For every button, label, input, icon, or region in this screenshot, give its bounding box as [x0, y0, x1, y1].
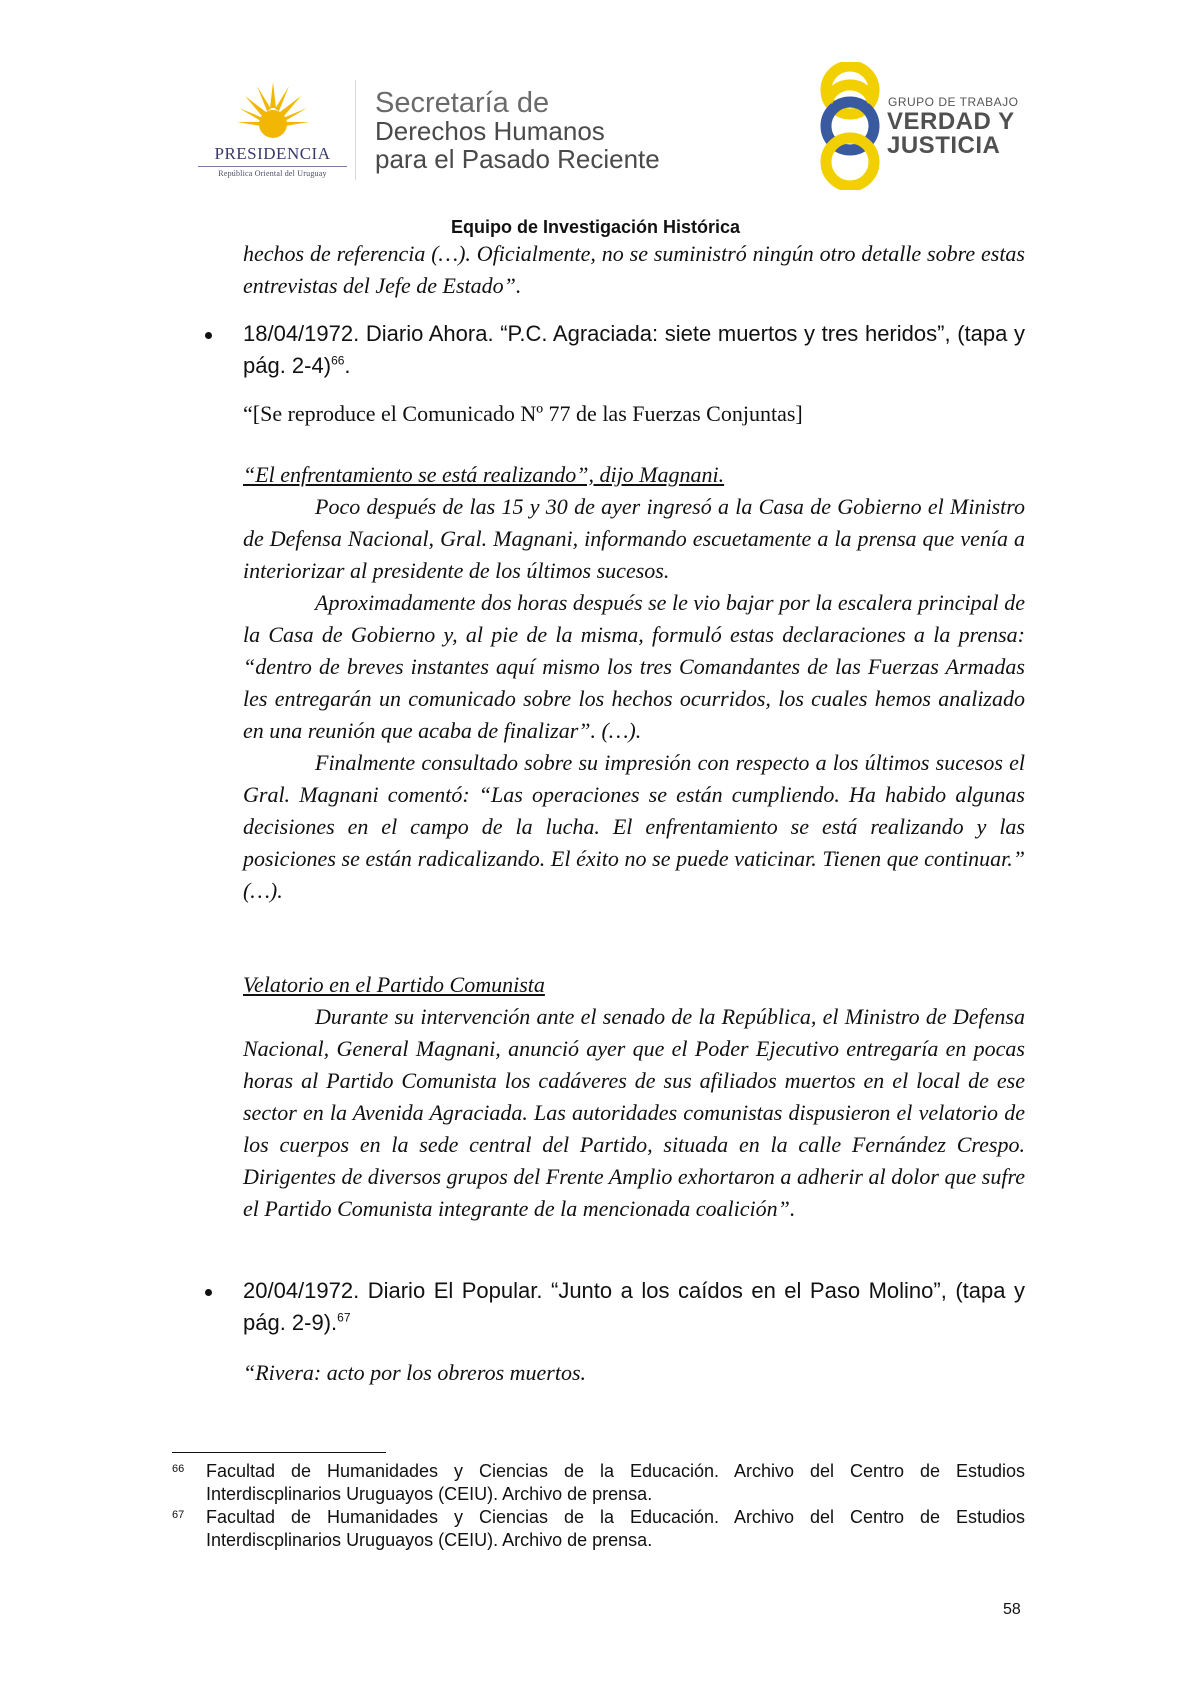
footnote-ref-66[interactable]: 66 — [331, 353, 345, 368]
grupo-line-1: GRUPO DE TRABAJO — [888, 95, 1019, 109]
article-1-paragraph-1: Poco después de las 15 y 30 de ayer ingresó a la Casa de Gobierno el Ministro de Defensa Nacional, Gral. Magnani, informando escuetamente a la prensa que venía a interiorizar al presidente de los últimos sucesos. — [243, 494, 1025, 583]
bullet-2-citation: 20/04/1972. Diario El Popular. “Junto a los caídos en el Paso Molino”, (tapa y pág. 2-9). — [243, 1278, 1025, 1335]
grupo-line-3: JUSTICIA — [887, 132, 1001, 159]
article-1-heading: “El enfrentamiento se está realizando”, dijo Magnani. — [243, 462, 725, 487]
sun-icon — [235, 78, 311, 154]
rivera-block — [243, 1357, 1025, 1389]
article-2-paragraph: Durante su intervención ante el senado de la República, el Ministro de Defensa Nacional, General Magnani, anunció ayer que el Poder Ejecutivo entregaría en pocas horas al Partido Comunista los cadáveres de sus afiliados muertos en el local de ese sector en la Avenida Agraciada. Las autoridades comunistas dispusieron el velatorio de los cuerpos en la sede central del Partido, situada en la calle Fernández Crespo. Dirigentes de diversos grupos del Frente Amplio exhortaron a adherir al dolor que sufre el Partido Comunista integrante de la mencionada coalición”. — [243, 1004, 1025, 1221]
intro-paragraph-block — [243, 238, 1025, 302]
section-title: Equipo de Investigación Histórica — [450, 217, 741, 237]
footnote-text: Facultad de Humanidades y Ciencias de la Educación. Archivo del Centro de Estudios Interdiscplinarios Uruguayos (CEIU). Archivo de prensa. — [206, 1507, 1025, 1550]
article-1-paragraph-3: Finalmente consultado sobre su impresión con respecto a los últimos sucesos el Gral. Magnani comentó: “Las operaciones se están cumpliendo. Ha habido algunas decisiones en el campo de la lucha. El enfrentamiento se está realizando y las posiciones se están radicalizando. El éxito no se puede vaticinar. Tienen que continuar.” (…). — [243, 750, 1025, 903]
presidencia-subtitle: República Oriental del Uruguay — [218, 169, 327, 178]
page-number: 58 — [1003, 1601, 1021, 1618]
bullet-icon — [205, 332, 212, 339]
page-header — [0, 0, 1191, 200]
presidencia-divider — [198, 166, 347, 167]
bullet-2-text — [243, 1275, 1025, 1339]
comunicado-block — [243, 398, 1025, 430]
secretaria-line-3: para el Pasado Reciente — [375, 143, 660, 174]
bullet-1-end: . — [344, 353, 351, 378]
header-divider — [355, 80, 356, 180]
footnote-number: 66 — [172, 1463, 185, 1475]
grupo-line-2: VERDAD Y — [887, 108, 1015, 135]
intro-paragraph: hechos de referencia (…). Oficialmente, no se suministró ningún otro detalle sobre estas entrevistas del Jefe de Estado”. — [243, 241, 1025, 298]
presidencia-logo — [195, 78, 350, 188]
article-1-block — [243, 459, 1025, 907]
bullet-1-citation: 18/04/1972. Diario Ahora. “P.C. Agraciada: siete muertos y tres heridos”, (tapa y pág. 2-4) — [243, 321, 1025, 378]
rivera-line: “Rivera: acto por los obreros muertos. — [243, 1360, 587, 1385]
footnote-66 — [172, 1460, 1025, 1506]
secretaria-logo-text — [375, 88, 660, 173]
presidencia-name: PRESIDENCIA — [214, 144, 331, 163]
footnote-separator — [172, 1452, 386, 1453]
bullet-icon — [205, 1289, 212, 1296]
article-1-paragraph-2: Aproximadamente dos horas después se le vio bajar por la escalera principal de la Casa de Gobierno y, al pie de la misma, formuló estas declaraciones a la prensa: “dentro de breves instantes aquí mismo los tres Comandantes de las Fuerzas Armadas les entregarán un comunicado sobre los hechos ocurridos, los cuales hemos analizado en una reunión que acaba de finalizar”. (…). — [243, 590, 1025, 743]
comunicado-line: “[Se reproduce el Comunicado Nº 77 de las Fuerzas Conjuntas] — [243, 401, 803, 426]
bullet-1-text — [243, 318, 1025, 382]
footnote-text: Facultad de Humanidades y Ciencias de la Educación. Archivo del Centro de Estudios Interdiscplinarios Uruguayos (CEIU). Archivo de prensa. — [206, 1461, 1025, 1504]
secretaria-line-1: Secretaría de — [375, 87, 550, 119]
grupo-trabajo-logo — [810, 62, 1040, 190]
linked-rings-icon — [810, 62, 890, 190]
footnote-number: 67 — [172, 1509, 185, 1521]
secretaria-line-2: Derechos Humanos — [375, 116, 605, 147]
footnote-ref-67[interactable]: 67 — [337, 1310, 351, 1325]
article-2-heading: Velatorio en el Partido Comunista — [243, 972, 545, 997]
article-2-block — [243, 969, 1025, 1225]
footnote-67 — [172, 1506, 1025, 1552]
